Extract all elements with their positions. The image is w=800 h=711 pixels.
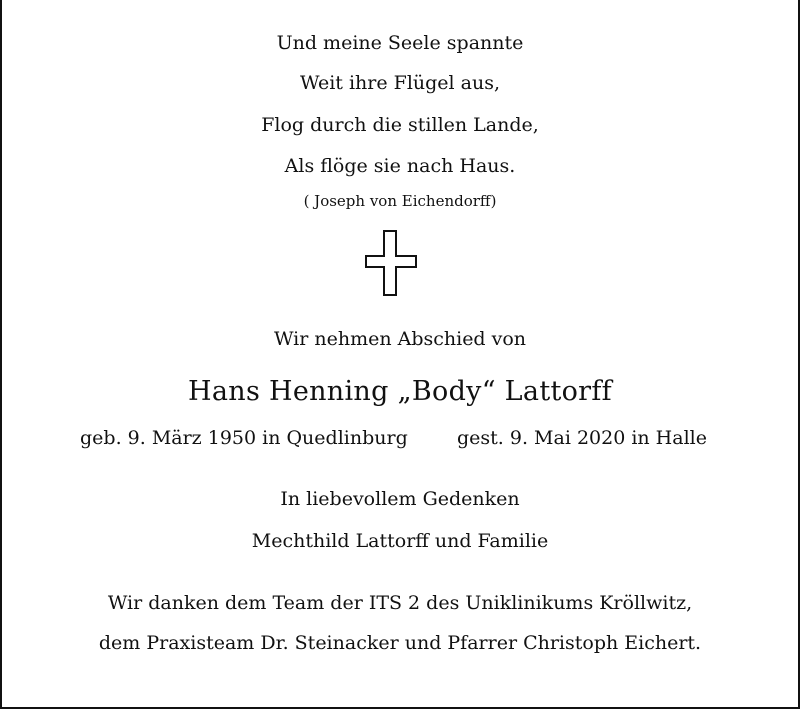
poem-line-4: Als flöge sie nach Haus. (284, 155, 516, 177)
poem-line-3: Flog durch die stillen Lande, (261, 114, 539, 136)
death-date: gest. 9. Mai 2020 in Halle (457, 427, 707, 449)
birth-date: geb. 9. März 1950 in Quedlinburg (80, 427, 408, 449)
poem-line-2: Weit ihre Flügel aus, (299, 72, 501, 94)
mourners-line: Mechthild Lattorff und Familie (251, 530, 549, 552)
thanks-line-2: dem Praxisteam Dr. Steinacker und Pfarrer Christoph Eichert. (98, 632, 702, 654)
latin-cross-icon (365, 230, 417, 296)
thanks-line-1: Wir danken dem Team der ITS 2 des Uniklinikums Kröllwitz, (107, 592, 693, 614)
farewell-intro: Wir nehmen Abschied von (273, 328, 527, 350)
poem-attribution: ( Joseph von Eichendorff) (303, 192, 497, 210)
deceased-name: Hans Henning „Body“ Lattorff (188, 376, 612, 407)
poem-line-1: Und meine Seele spannte (276, 32, 524, 54)
remembrance-line: In liebevollem Gedenken (280, 488, 520, 510)
